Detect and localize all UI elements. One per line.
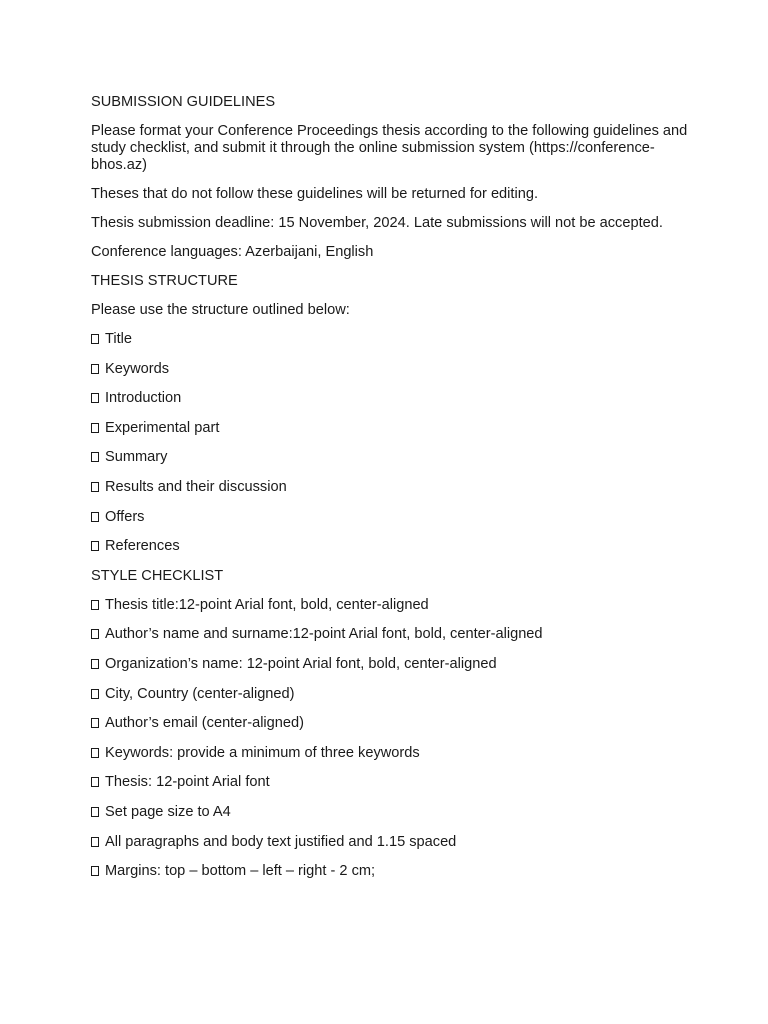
style-checklist-list [91, 597, 691, 880]
list-item [91, 509, 691, 526]
checkbox-placeholder-icon [91, 748, 99, 758]
style-checklist-heading: STYLE CHECKLIST [91, 567, 224, 584]
structure-item-label: Results and their discussion [105, 478, 287, 495]
list-item [91, 686, 691, 703]
checkbox-placeholder-icon [91, 482, 99, 492]
list-item [91, 361, 691, 378]
list-item [91, 626, 691, 643]
checkbox-placeholder-icon [91, 334, 99, 344]
structure-intro-paragraph: Please use the structure outlined below: [91, 302, 350, 318]
checkbox-placeholder-icon [91, 689, 99, 699]
checkbox-placeholder-icon [91, 777, 99, 787]
list-item [91, 538, 691, 555]
structure-item-label: Summary [105, 449, 168, 466]
checklist-item-label: Margins: top – bottom – left – right - 2 cm; [105, 863, 376, 880]
structure-item-label: References [105, 538, 180, 555]
checkbox-placeholder-icon [91, 423, 99, 433]
return-for-editing-paragraph: Theses that do not follow these guidelines will be returned for editing. [91, 186, 538, 202]
checklist-item-label: Set page size to A4 [105, 803, 231, 820]
checklist-item-label: All paragraphs and body text justified and 1.15 spaced [105, 833, 457, 850]
checkbox-placeholder-icon [91, 364, 99, 374]
thesis-structure-heading: THESIS STRUCTURE [91, 273, 238, 289]
submission-instructions-paragraph: Please format your Conference Proceedings thesis according to the following guidelines and study checklist, and submit it through the online submission system (https://conference-bhos.az) [91, 123, 688, 173]
checkbox-placeholder-icon [91, 452, 99, 462]
checkbox-placeholder-icon [91, 718, 99, 728]
checklist-item-label: City, Country (center-aligned) [105, 685, 295, 702]
structure-item-label: Introduction [105, 390, 182, 407]
checklist-item-label: Keywords: provide a minimum of three keywords [105, 744, 420, 761]
deadline-paragraph: Thesis submission deadline: 15 November, 2024. Late submissions will not be accepted. [91, 215, 663, 231]
list-item [91, 479, 691, 496]
structure-item-label: Experimental part [105, 419, 220, 436]
structure-item-label: Keywords [105, 360, 170, 377]
list-item [91, 863, 691, 880]
languages-paragraph: Conference languages: Azerbaijani, English [91, 244, 374, 260]
list-item [91, 656, 691, 673]
document-body [91, 94, 691, 893]
list-item [91, 331, 691, 348]
checklist-item-label: Author’s email (center-aligned) [105, 715, 305, 732]
checklist-item-label: Thesis: 12-point Arial font [105, 774, 270, 791]
list-item [91, 420, 691, 437]
thesis-structure-list [91, 331, 691, 555]
checklist-item-label: Author’s name and surname:12-point Arial font, bold, center-aligned [105, 626, 543, 643]
structure-item-label: Title [105, 331, 133, 347]
list-item [91, 597, 691, 614]
checkbox-placeholder-icon [91, 837, 99, 847]
checkbox-placeholder-icon [91, 866, 99, 876]
list-item [91, 715, 691, 732]
checkbox-placeholder-icon [91, 600, 99, 610]
structure-item-label: Offers [105, 508, 145, 525]
submission-guidelines-heading: SUBMISSION GUIDELINES [91, 94, 276, 110]
list-item [91, 449, 691, 466]
checkbox-placeholder-icon [91, 629, 99, 639]
checkbox-placeholder-icon [91, 512, 99, 522]
checkbox-placeholder-icon [91, 807, 99, 817]
list-item [91, 804, 691, 821]
checkbox-placeholder-icon [91, 659, 99, 669]
list-item [91, 390, 691, 407]
list-item [91, 834, 691, 851]
checkbox-placeholder-icon [91, 541, 99, 551]
checklist-item-label: Organization’s name: 12-point Arial font, bold, center-aligned [105, 655, 497, 672]
list-item [91, 774, 691, 791]
list-item [91, 745, 691, 762]
checklist-item-label: Thesis title:12-point Arial font, bold, center-aligned [105, 596, 429, 613]
checkbox-placeholder-icon [91, 393, 99, 403]
